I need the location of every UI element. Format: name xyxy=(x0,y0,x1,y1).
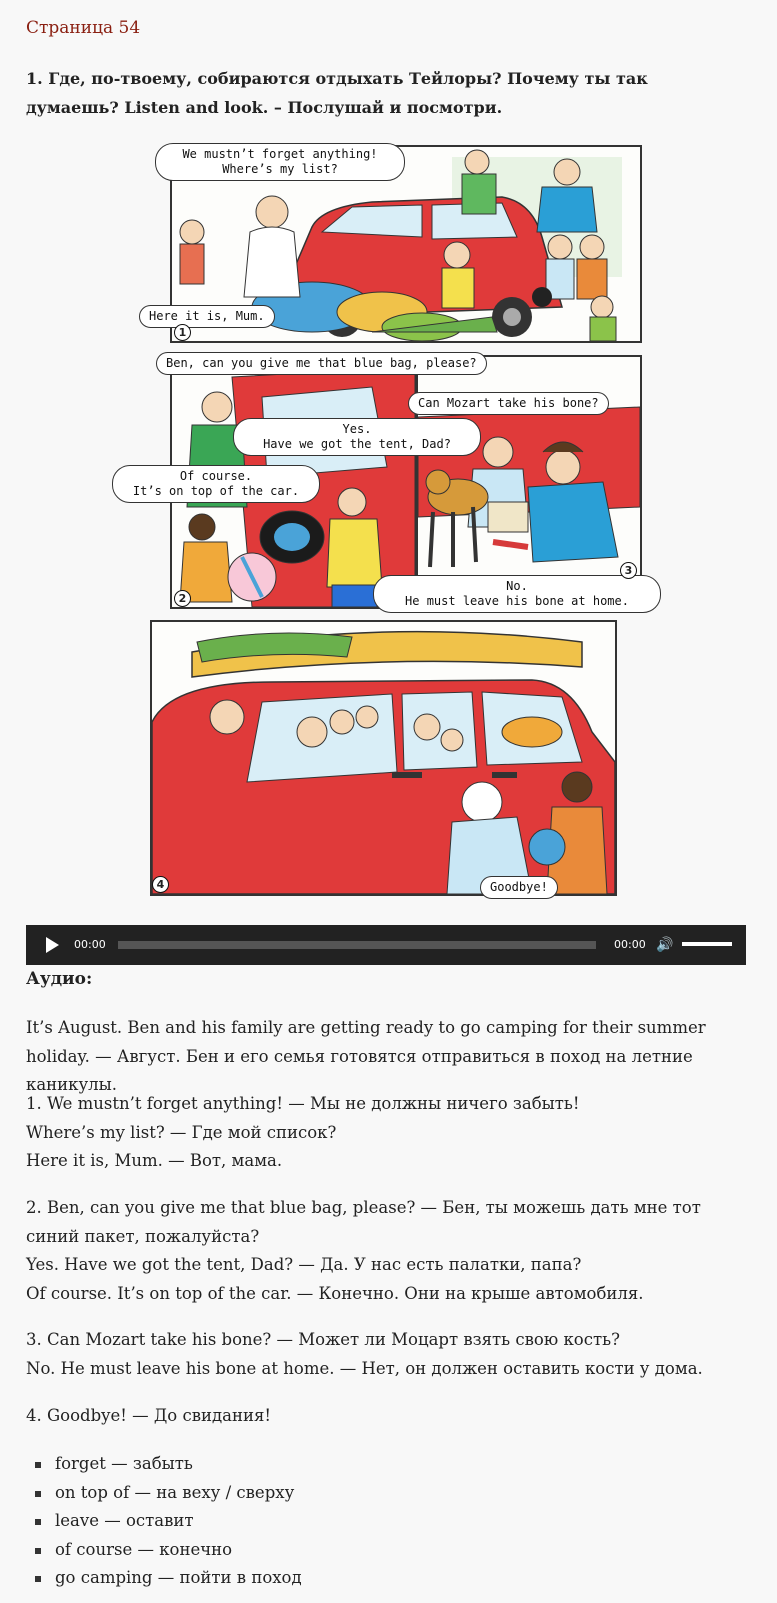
speech-bubble: Goodbye! xyxy=(480,876,558,899)
audio-heading: Аудио: xyxy=(26,969,93,989)
panel-number: 4 xyxy=(152,876,169,893)
transcript-line: No. He must leave his bone at home. — Нет, он должен оставить кости у дома. xyxy=(26,1358,703,1378)
transcript-line: Where’s my list? — Где мой список? xyxy=(26,1122,337,1142)
vocabulary-item: leave — оставит xyxy=(26,1507,302,1536)
comic-panel-4 xyxy=(150,620,617,896)
play-icon[interactable] xyxy=(46,937,59,953)
vocabulary-item: of course — конечно xyxy=(26,1536,302,1565)
vocabulary-list xyxy=(26,1450,302,1593)
vocabulary-item: forget — забыть xyxy=(26,1450,302,1479)
audio-current-time: 00:00 xyxy=(74,938,106,951)
vocabulary-item: go camping — пойти в поход xyxy=(26,1564,302,1593)
panel-4-art xyxy=(152,622,615,894)
transcript-line: 1. We mustn’t forget anything! — Мы не должны ничего забыть! xyxy=(26,1094,580,1113)
transcript-paragraph-2 xyxy=(26,1194,746,1308)
task-heading: 1. Где, по-твоему, собираются отдыхать Тейлоры? Почему ты так думаешь? Listen and look. – Послушай и посмотри. xyxy=(26,69,648,117)
audio-progress-bar[interactable] xyxy=(118,941,596,949)
transcript-paragraph-1 xyxy=(26,1090,746,1176)
speech-bubble: Ben, can you give me that blue bag, please? xyxy=(156,352,487,375)
speech-bubble: No. He must leave his bone at home. xyxy=(373,575,661,613)
comic-panel-3 xyxy=(416,355,642,589)
transcript-line: 3. Can Mozart take his bone? — Может ли Моцарт взять свою кость? xyxy=(26,1330,620,1349)
page-link[interactable]: Страница 54 xyxy=(26,18,141,38)
speech-bubble: Can Mozart take his bone? xyxy=(408,392,609,415)
transcript-line: Of course. It’s on top of the car. — Конечно. Они на крыше автомобиля. xyxy=(26,1283,644,1303)
transcript-line: Yes. Have we got the tent, Dad? — Да. У нас есть палатки, папа? xyxy=(26,1255,582,1274)
transcript-paragraph-0 xyxy=(26,1014,746,1100)
speech-bubble: Of course. It’s on top of the car. xyxy=(112,465,320,503)
transcript-line: 2. Ben, can you give me that blue bag, please? — Бен, ты можешь дать мне тот синий пакет, пожалуйста? xyxy=(26,1198,701,1246)
volume-icon[interactable]: 🔊 xyxy=(656,937,674,953)
transcript-line: It’s August. Ben and his family are getting ready to go camping for their summer holiday. — Август. Бен и его семья готовятся отправиться в поход на летние каникулы. xyxy=(26,1018,706,1094)
transcript-paragraph-3 xyxy=(26,1326,746,1383)
speech-bubble: Here it is, Mum. xyxy=(139,305,275,328)
transcript-line: Here it is, Mum. — Вот, мама. xyxy=(26,1151,283,1170)
transcript-line: 4. Goodbye! — До свидания! xyxy=(26,1406,272,1425)
audio-player xyxy=(26,925,746,965)
volume-slider[interactable] xyxy=(682,942,732,946)
speech-bubble: We mustn’t forget anything! Where’s my list? xyxy=(155,143,405,181)
panel-number: 1 xyxy=(174,324,191,341)
panel-number: 2 xyxy=(174,590,191,607)
speech-bubble: Yes. Have we got the tent, Dad? xyxy=(233,418,481,456)
vocabulary-item: on top of — на веху / сверху xyxy=(26,1479,302,1508)
transcript-paragraph-4 xyxy=(26,1402,746,1431)
audio-duration: 00:00 xyxy=(614,938,646,951)
panel-number: 3 xyxy=(620,562,637,579)
